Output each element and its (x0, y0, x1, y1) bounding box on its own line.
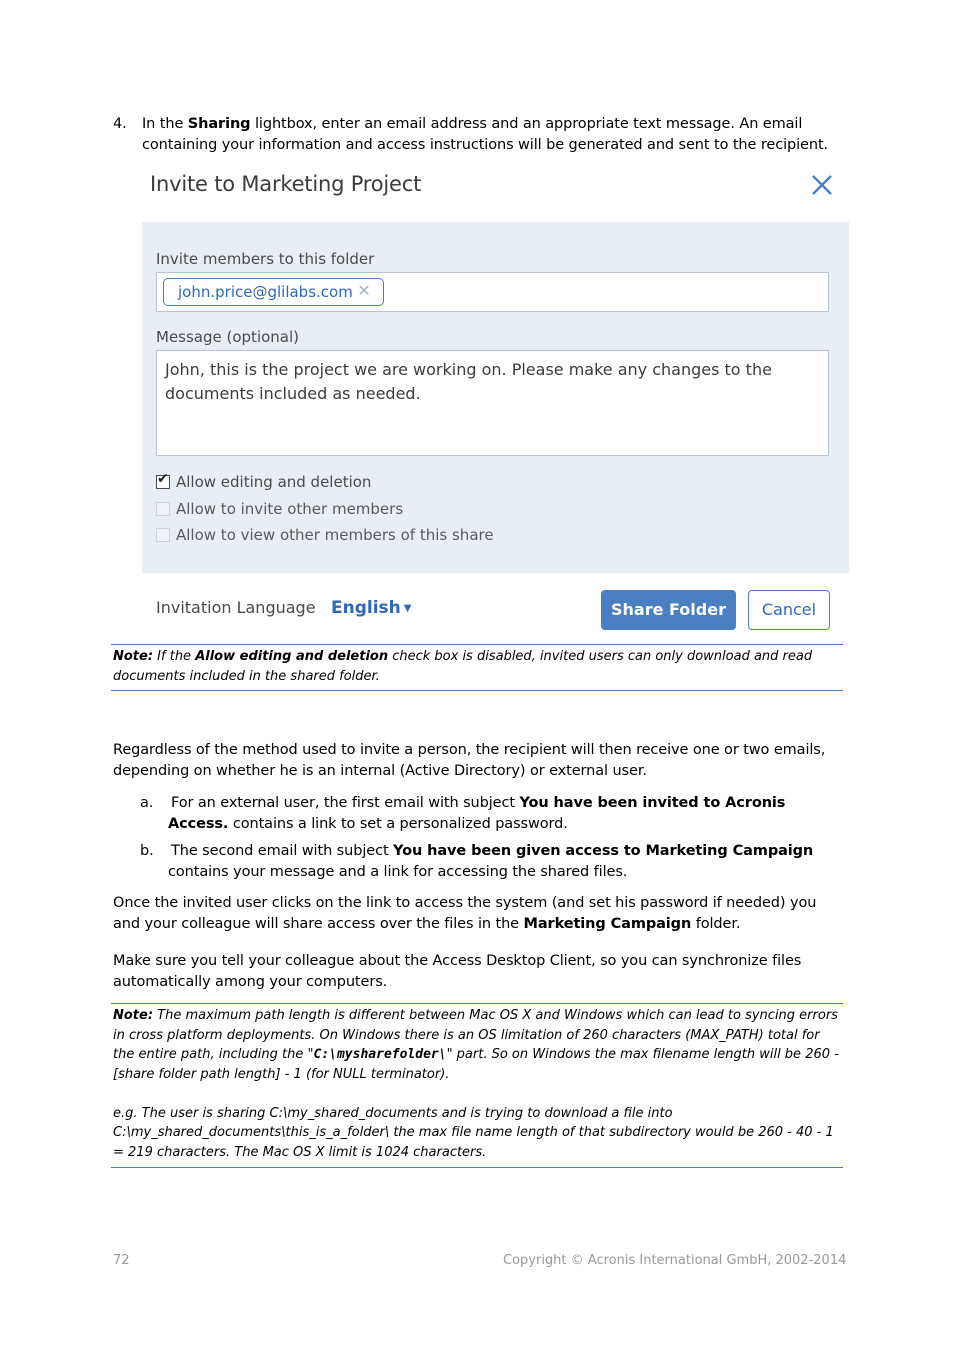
checkbox-label: Allow to invite other members (176, 500, 404, 518)
list-item-label: a. (140, 795, 154, 811)
message-textarea[interactable]: John, this is the project we are working on. Please make any changes to the documents included as needed. (156, 350, 829, 456)
list-item-text: For an external user, the first email with subject (171, 795, 520, 811)
note-paragraph (113, 1006, 841, 1084)
note-editing-disabled (111, 644, 843, 691)
paragraph-text: Once the invited user clicks on the link to access the system (and set his password if needed) you and your colleague will share access over the files in the (113, 895, 817, 932)
list-item (168, 793, 843, 835)
paragraph-bold: Marketing Campaign (523, 916, 692, 932)
note-label: Note: (113, 1008, 154, 1023)
checkbox-checked-icon[interactable] (156, 475, 170, 489)
step-number: 4. (113, 116, 127, 132)
language-dropdown[interactable] (331, 598, 411, 618)
paragraph-text: folder. (691, 916, 741, 932)
dialog-body (142, 222, 849, 573)
paragraph: Make sure you tell your colleague about the Access Desktop Client, so you can synchronize files automatically among your computers. (113, 953, 802, 990)
paragraph (113, 893, 843, 935)
checkbox-icon[interactable] (156, 528, 170, 542)
checkbox-label: Allow to view other members of this share (176, 526, 494, 544)
invite-members-field[interactable] (156, 272, 829, 312)
list-item-bold: You have been given access to Marketing Campaign (393, 843, 814, 859)
note-text: check box is disabled, invited users can only download and read documents included in the shared folder. (113, 649, 813, 684)
email-chip[interactable] (163, 278, 384, 306)
note-bold: Allow editing and deletion (195, 649, 389, 664)
note-label: Note: (113, 649, 154, 664)
note-text: The maximum path length is different between Mac OS X and Windows which can lead to syncing errors in cross platform deployments. On Windows there is an OS limitation of 260 characters (MAX_PATH) total for the entire path, including the " (113, 1008, 838, 1062)
checkbox-allow-view-members[interactable] (156, 526, 494, 544)
list-item-bold: You have been invited to Acronis Access. (168, 795, 786, 832)
paragraph: Regardless of the method used to invite a person, the recipient will then receive one or two emails, depending on whether he is an internal (Active Directory) or external user. (113, 742, 826, 779)
message-label: Message (optional) (156, 328, 300, 346)
list-item-text: The second email with subject (171, 843, 394, 859)
caret-down-icon: ▼ (403, 603, 412, 614)
note-code: C:\mysharefolder\ (313, 1047, 447, 1062)
list-item-label: b. (140, 843, 154, 859)
cancel-button[interactable]: Cancel (748, 590, 830, 630)
invite-label: Invite members to this folder (156, 250, 375, 268)
close-icon[interactable] (810, 173, 834, 197)
remove-icon[interactable]: ✕ (357, 281, 371, 300)
dialog-title: Invite to Marketing Project (150, 172, 422, 196)
note-path-length (111, 1003, 843, 1168)
step-text-part: lightbox, enter an email address and an appropriate text message. An email containing your information and access instructions will be generated and sent to the recipient. (142, 116, 829, 153)
step-text-part: In the (142, 116, 188, 132)
checkbox-label: Allow editing and deletion (176, 473, 372, 491)
checkbox-allow-editing[interactable] (156, 473, 371, 491)
note-example: e.g. The user is sharing C:\my_shared_documents and is trying to download a file into C:\my_shared_documents\this_is_a_folder\ the max file name length of that subdirectory would be 260 - 40 - 1 = 219 characters. The Mac OS X limit is 1024 characters. (113, 1105, 834, 1160)
step-text (142, 114, 842, 156)
footer-copyright: Copyright © Acronis International GmbH, 2002-2014 (503, 1253, 847, 1268)
list-item-text: contains a link to set a personalized password. (228, 816, 568, 832)
list-item-text: contains your message and a link for accessing the shared files. (168, 864, 628, 880)
step-text-bold: Sharing (187, 116, 251, 132)
language-value: English (331, 598, 401, 618)
email-chip-text: john.price@glilabs.com (178, 283, 353, 301)
checkbox-icon[interactable] (156, 502, 170, 516)
page-number: 72 (113, 1253, 130, 1268)
list-item (168, 841, 843, 883)
note-text: If the (153, 649, 196, 664)
share-folder-button[interactable]: Share Folder (601, 590, 736, 630)
language-label: Invitation Language (156, 598, 316, 617)
note-text: " part. So on Windows the max filename length will be 260 - [share folder path length] - 1 (for NULL terminator). (113, 1047, 839, 1082)
invite-dialog (142, 165, 849, 640)
checkbox-allow-invite[interactable] (156, 500, 403, 518)
